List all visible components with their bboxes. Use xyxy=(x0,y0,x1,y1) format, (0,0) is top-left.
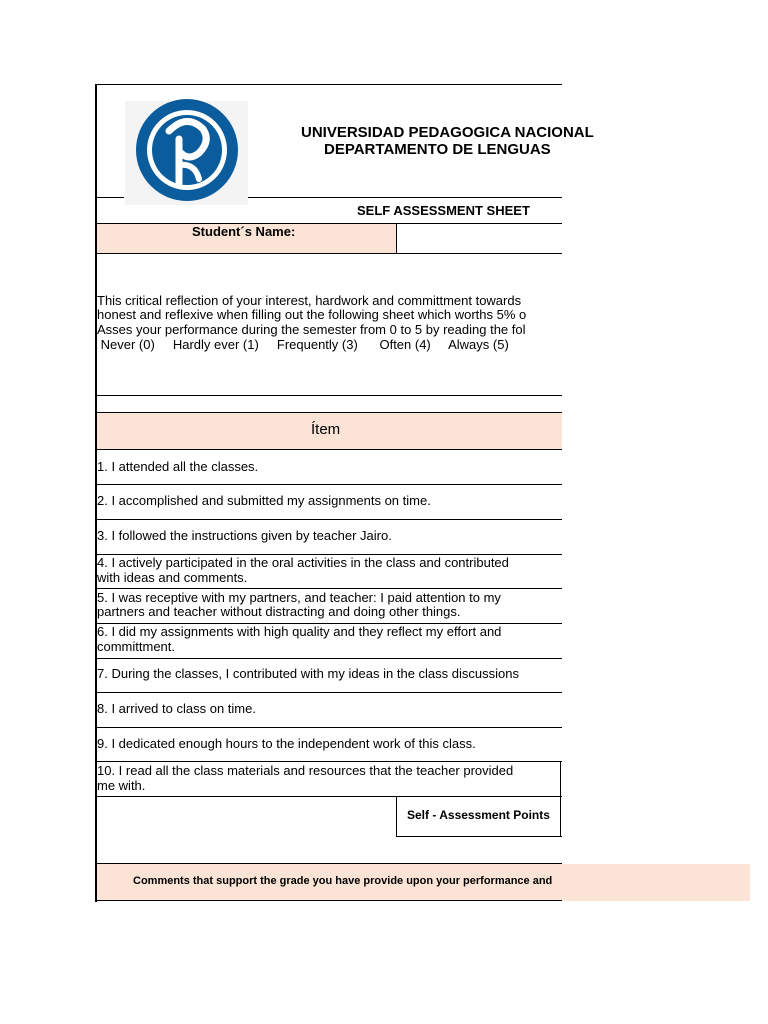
student-name-field[interactable] xyxy=(397,224,562,253)
university-logo xyxy=(125,101,248,205)
item-text-continued: committment. xyxy=(97,639,176,654)
sheet-title: SELF ASSESSMENT SHEET xyxy=(357,203,530,218)
self-assessment-points-label: Self - Assessment Points xyxy=(407,808,550,822)
item-header: Ítem xyxy=(311,421,341,438)
item-text: 8. I arrived to class on time. xyxy=(97,701,256,716)
item-text: 1. I attended all the classes. xyxy=(97,459,259,474)
instructions-line-1: This critical reflection of your interest, hardwork and committment towards xyxy=(97,293,522,308)
item-text: 2. I accomplished and submitted my assignments on time. xyxy=(97,493,431,508)
item-text: 9. I dedicated enough hours to the independent work of this class. xyxy=(97,736,476,751)
student-name-label: Student´s Name: xyxy=(192,224,296,239)
item-text: 6. I did my assignments with high quality and they reflect my effort and xyxy=(97,624,502,639)
item-text-continued: with ideas and comments. xyxy=(97,570,248,585)
rating-scale: Never (0) Hardly ever (1) Frequently (3) Often (4) Always (5) xyxy=(97,337,509,352)
department-name: DEPARTAMENTO DE LENGUAS xyxy=(324,141,551,158)
instructions-line-2: honest and reflexive when filling out the following sheet which worths 5% o xyxy=(97,307,527,322)
item-text-continued: partners and teacher without distracting and doing other things. xyxy=(97,604,461,619)
item-text-continued: me with. xyxy=(97,778,146,793)
university-name: UNIVERSIDAD PEDAGOGICA NACIONAL xyxy=(301,124,594,141)
item-text: 3. I followed the instructions given by teacher Jairo. xyxy=(97,528,392,543)
item-text: 10. I read all the class materials and resources that the teacher provided xyxy=(97,763,514,778)
item-text: 5. I was receptive with my partners, and teacher: I paid attention to my xyxy=(97,590,501,605)
item-text: 4. I actively participated in the oral activities in the class and contributed xyxy=(97,555,509,570)
assessment-sheet xyxy=(95,84,594,902)
item-text: 7. During the classes, I contributed with my ideas in the class discussions xyxy=(97,666,519,681)
instructions-line-3: Asses your performance during the semester from 0 to 5 by reading the fol xyxy=(97,322,526,337)
comments-label: Comments that support the grade you have provide upon your performance and xyxy=(133,875,553,887)
comments-cell xyxy=(96,864,562,901)
